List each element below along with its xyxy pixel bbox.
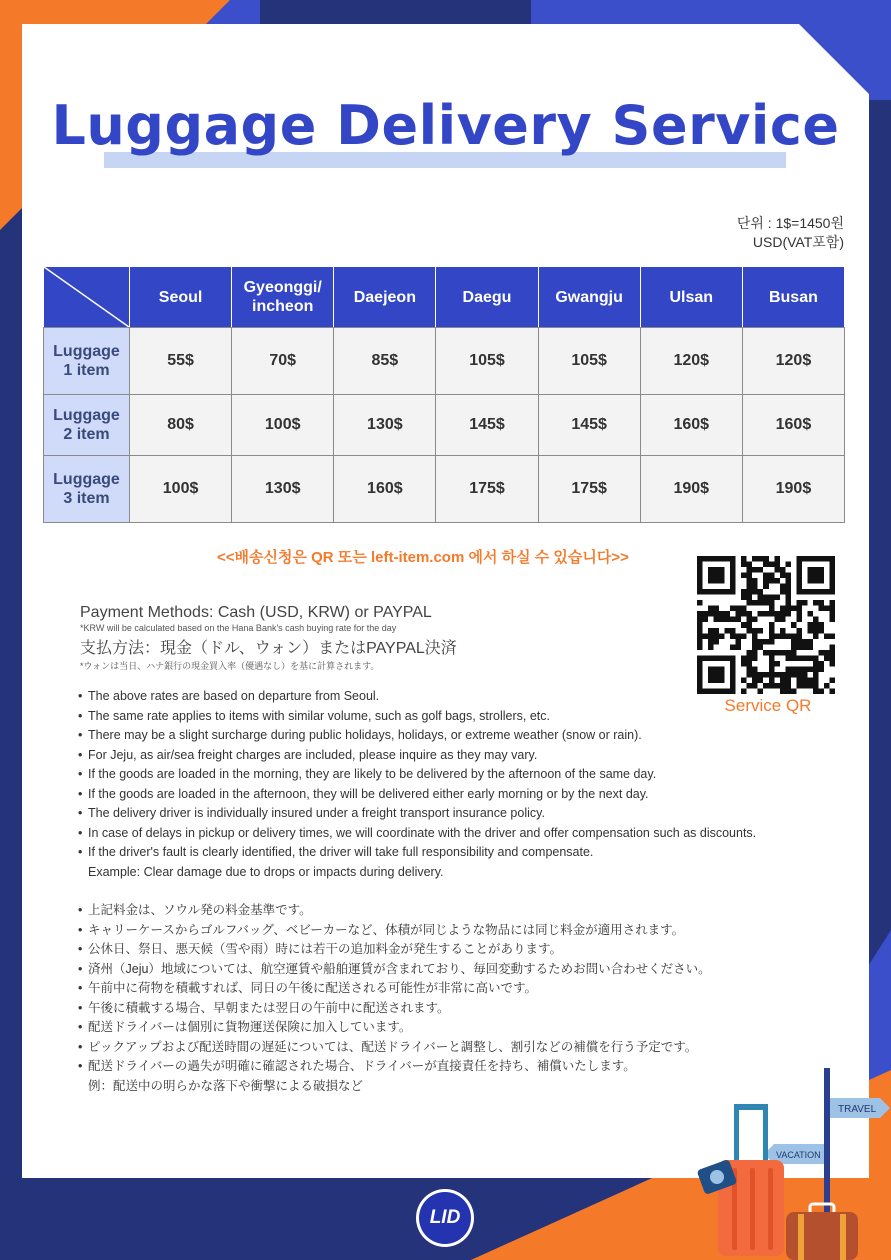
- price-cell: 85$: [334, 328, 436, 395]
- price-cell: 100$: [232, 395, 334, 456]
- price-cell: 190$: [640, 456, 742, 523]
- payment-note-en: *KRW will be calculated based on the Hana Bank's cash buying rate for the day: [80, 623, 397, 633]
- price-cell: 55$: [130, 328, 232, 395]
- exchange-rate-line: 단위 : 1$=1450원: [736, 215, 844, 231]
- list-item: • 配送ドライバーは個別に貨物運送保険に加入しています。: [78, 1020, 412, 1034]
- row-header-label: Luggage: [53, 407, 120, 424]
- payment-title-en: Payment Methods: Cash (USD, KRW) or PAYPAL: [80, 604, 432, 621]
- list-item: • The above rates are based on departure from Seoul.: [78, 689, 380, 703]
- list-item-text: 午前中に荷物を積載すれば、同日の午後に配送される可能性が非常に高いです。: [88, 981, 538, 995]
- list-item-text: For Jeju, as air/sea freight charges are included, please inquire as they may vary.: [88, 747, 538, 762]
- list-item-text: In case of delays in pickup or delivery times, we will coordinate with the driver and offer compensation such as discounts.: [88, 825, 757, 840]
- list-item-text: If the goods are loaded in the morning, they are likely to be delivered by the afternoon of the same day.: [88, 767, 657, 781]
- list-item-text: 済州（Jeju）地域については、航空運賃や船舶運賃が含まれており、毎回変動するためお問い合わせください。: [88, 961, 711, 976]
- list-item-text: 公休日、祭日、悪天候（雪や雨）時には若干の追加料金が発生することがあります。: [88, 942, 563, 956]
- list-item-example: [78, 1077, 711, 1097]
- price-cell: 120$: [742, 328, 844, 395]
- table-header-row: [44, 267, 845, 328]
- price-cell: 160$: [334, 456, 436, 523]
- suitcase-handle: [734, 1104, 768, 1110]
- table-row: [44, 395, 845, 456]
- price-cell: 80$: [130, 395, 232, 456]
- list-item: • There may be a slight surcharge during public holidays, holidays, or extreme weather (snow or rain).: [78, 728, 642, 742]
- list-item-text: 上記料金は、ソウル発の料金基準です。: [88, 903, 312, 917]
- brown-suitcase: [786, 1212, 858, 1260]
- price-cell: 105$: [538, 328, 640, 395]
- brand-logo[interactable]: [416, 1189, 474, 1247]
- list-item: • ピックアップおよび配送時間の遅延については、配送ドライバーと調整し、割引などの補償を行う予定です。: [78, 1039, 698, 1054]
- row-header: [44, 328, 130, 395]
- price-cell: 120$: [640, 328, 742, 395]
- list-item: • 午後に積載する場合、早朝または翌日の午前中に配送されます。: [78, 1000, 450, 1015]
- price-cell: 160$: [640, 395, 742, 456]
- list-item-text: ピックアップおよび配送時間の遅延については、配送ドライバーと調整し、割引などの補償を行う予定です。: [88, 1039, 698, 1054]
- list-item-text: If the driver's fault is clearly identified, the driver will take full responsibility and compensate.: [88, 845, 594, 859]
- row-header-count: 3 item: [63, 490, 110, 507]
- qr-code-icon[interactable]: [697, 556, 835, 694]
- table-row: [44, 456, 845, 523]
- list-item-text: 例：配送中の明らかな落下や衝撃による破損など: [88, 1078, 364, 1093]
- notes-list-en: [78, 687, 756, 882]
- list-item-text: Example: Clear damage due to drops or impacts during delivery.: [88, 864, 444, 879]
- page-title: Luggage Delivery Service: [51, 94, 840, 157]
- list-item: • 配送ドライバーの過失が明確に確認された場合、ドライバーが直接責任を持ち、補償いたします。: [78, 1059, 636, 1073]
- price-cell: 190$: [742, 456, 844, 523]
- price-cell: 70$: [232, 328, 334, 395]
- price-cell: 145$: [436, 395, 538, 456]
- row-header: [44, 395, 130, 456]
- row-header-label: Luggage: [53, 343, 120, 360]
- row-header-count: 2 item: [63, 426, 110, 443]
- currency-note-line: USD(VAT포함): [752, 234, 844, 250]
- list-item-text: The above rates are based on departure from Seoul.: [88, 689, 380, 703]
- list-item: • The delivery driver is individually insured under a freight transport insurance policy.: [78, 806, 545, 820]
- column-header: Ulsan: [640, 267, 742, 328]
- list-item-text: 配送ドライバーは個別に貨物運送保険に加入しています。: [88, 1020, 412, 1034]
- list-item: • キャリーケースからゴルフバッグ、ベビーカーなど、体積が同じような物品には同じ料金が適用されます。: [78, 922, 685, 937]
- payment-title-jp: 支払方法：現金（ドル、ウォン）またはPAYPAL決済: [80, 640, 457, 657]
- brand-logo-text: LID: [419, 1192, 471, 1244]
- list-item-text: 午後に積載する場合、早朝または翌日の午前中に配送されます。: [88, 1000, 450, 1015]
- table-corner-cell: [44, 267, 130, 328]
- list-item-text: The delivery driver is individually insured under a freight transport insurance policy.: [88, 806, 545, 820]
- list-item: • If the driver's fault is clearly identified, the driver will take full responsibility and compensate.: [78, 845, 594, 859]
- list-item-text: There may be a slight surcharge during public holidays, holidays, or extreme weather (snow or rain).: [88, 728, 642, 742]
- price-cell: 175$: [538, 456, 640, 523]
- travel-sign-label: TRAVEL: [838, 1104, 877, 1115]
- vacation-sign-label: VACATION: [776, 1150, 821, 1160]
- list-item: • 午前中に荷物を積載すれば、同日の午後に配送される可能性が非常に高いです。: [78, 981, 538, 995]
- list-item: • 公休日、祭日、悪天候（雪や雨）時には若干の追加料金が発生することがあります。: [78, 942, 563, 956]
- list-item-text: The same rate applies to items with similar volume, such as golf bags, strollers, etc.: [88, 708, 550, 723]
- price-cell: 105$: [436, 328, 538, 395]
- price-table: [43, 266, 845, 523]
- payment-section: [80, 604, 457, 672]
- column-header: Daejeon: [334, 267, 436, 328]
- column-header: Daegu: [436, 267, 538, 328]
- list-item-example: [78, 863, 756, 883]
- list-item-text: キャリーケースからゴルフバッグ、ベビーカーなど、体積が同じような物品には同じ料金が適用されます。: [88, 922, 685, 937]
- travel-luggage-illustration: [690, 1064, 891, 1260]
- table-row: [44, 328, 845, 395]
- price-cell: 175$: [436, 456, 538, 523]
- list-item: • If the goods are loaded in the afternoon, they will be delivered either early morning or by the next day.: [78, 786, 649, 801]
- column-header: Gwangju: [538, 267, 640, 328]
- list-item-text: If the goods are loaded in the afternoon, they will be delivered either early morning or by the next day.: [88, 786, 649, 801]
- column-header: Seoul: [130, 267, 232, 328]
- list-item-text: 配送ドライバーの過失が明確に確認された場合、ドライバーが直接責任を持ち、補償いたします。: [88, 1059, 636, 1073]
- notes-list-jp: [78, 901, 711, 1096]
- list-item: • For Jeju, as air/sea freight charges are included, please inquire as they may vary.: [78, 747, 538, 762]
- price-cell: 130$: [334, 395, 436, 456]
- price-cell: 160$: [742, 395, 844, 456]
- document-page: [22, 24, 869, 1178]
- list-item: • In case of delays in pickup or delivery times, we will coordinate with the driver and offer compensation such as discounts.: [78, 825, 757, 840]
- list-item: • 済州（Jeju）地域については、航空運賃や船舶運賃が含まれており、毎回変動するためお問い合わせください。: [78, 961, 711, 976]
- qr-label: Service QR: [724, 696, 812, 715]
- price-cell: 145$: [538, 395, 640, 456]
- apply-instructions: <<배송신청은 QR 또는 left-item.com 에서 하실 수 있습니다>>: [217, 549, 629, 566]
- column-header: Busan: [742, 267, 844, 328]
- diagonal-line-icon: [44, 267, 129, 327]
- list-item: • If the goods are loaded in the morning, they are likely to be delivered by the afternoon of the same day.: [78, 767, 657, 781]
- payment-note-jp: *ウォンは当日、ハナ銀行の現金買入率（優遇なし）を基に計算されます。: [80, 661, 380, 671]
- price-cell: 100$: [130, 456, 232, 523]
- price-cell: 130$: [232, 456, 334, 523]
- column-header: Gyeonggi/ incheon: [232, 267, 334, 328]
- row-header: [44, 456, 130, 523]
- exchange-rate-note: [737, 214, 844, 252]
- list-item: • 上記料金は、ソウル発の料金基準です。: [78, 903, 312, 917]
- row-header-label: Luggage: [53, 471, 120, 488]
- page-corner-decoration: [799, 24, 869, 94]
- row-header-count: 1 item: [63, 362, 110, 379]
- list-item: • The same rate applies to items with similar volume, such as golf bags, strollers, etc.: [78, 708, 550, 723]
